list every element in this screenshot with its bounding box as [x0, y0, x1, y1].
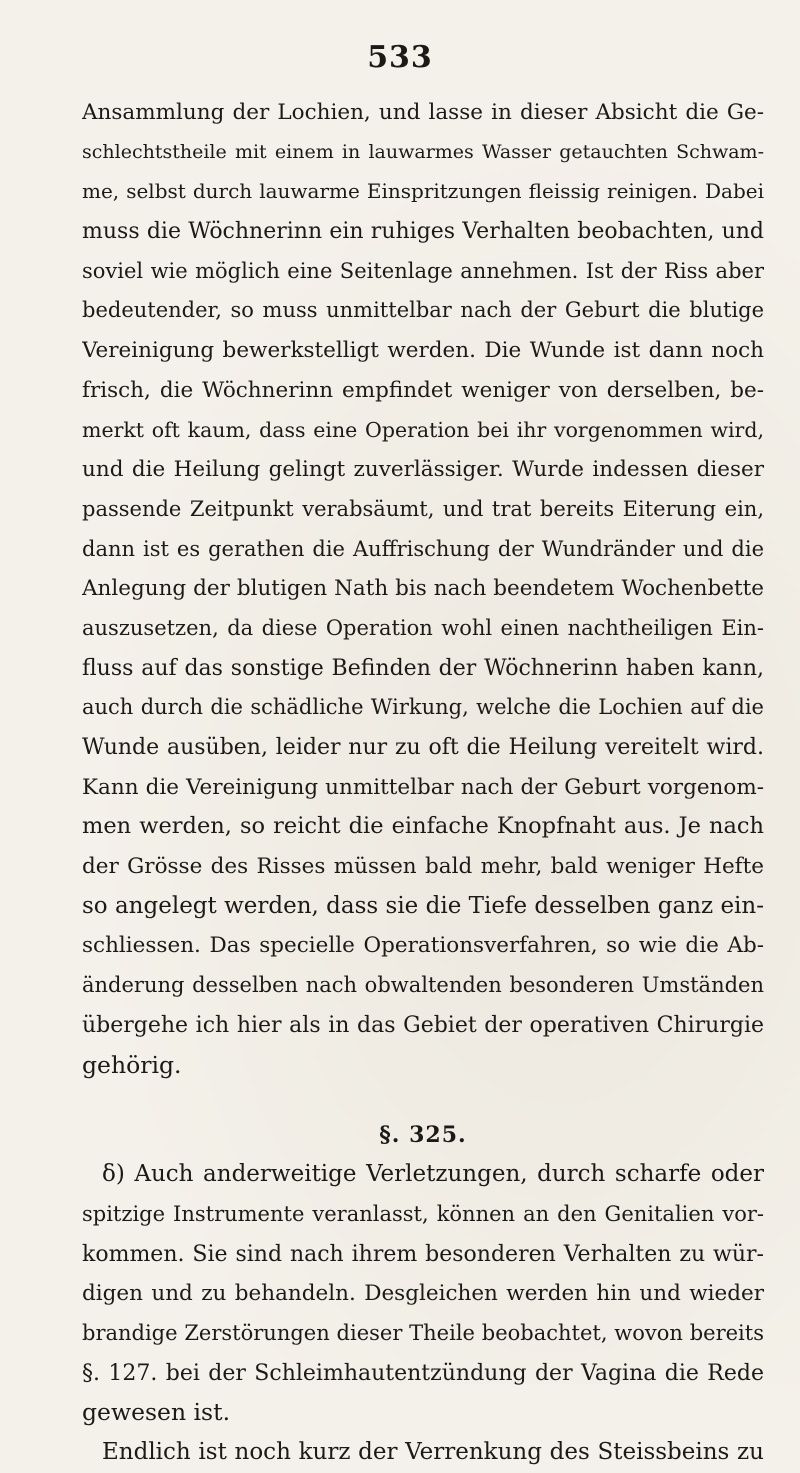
text-line: so angelegt werden, dass sie die Tiefe desselben ganz ein- [82, 892, 764, 919]
body-text [82, 93, 764, 1473]
text-line: Anlegung der blutigen Nath bis nach beendetem Wochenbette [82, 576, 764, 602]
text-line: soviel wie möglich eine Seitenlage annehmen. Ist der Riss aber [82, 258, 764, 283]
text-line: schliessen. Das specielle Operationsverfahren, so wie die Ab- [82, 933, 764, 959]
text-line: dann ist es gerathen die Auffrischung der Wundränder und die [82, 536, 764, 561]
text-line: men werden, so reicht die einfache Knopfnaht aus. Je nach [82, 813, 764, 840]
paragraph-1 [82, 93, 764, 1085]
text-line: δ) Auch anderweitige Verletzungen, durch scharfe oder [102, 1161, 764, 1188]
text-line: änderung desselben nach obwaltenden besonderen Umständen [82, 973, 764, 998]
paragraph-2 [82, 1155, 764, 1433]
text-line: fluss auf das sonstige Befinden der Wöchnerinn haben kann, [82, 655, 764, 681]
text-line: der Grösse des Risses müssen bald mehr, bald weniger Hefte [82, 854, 764, 880]
text-line: übergehe ich hier als in das Gebiet der operativen Chirurgie [82, 1012, 764, 1038]
text-line: §. 127. bei der Schleimhautentzündung der Vagina die Rede [82, 1360, 764, 1386]
section-heading: §. 325. [379, 1122, 467, 1149]
text-line: Vereinigung bewerkstelligt werden. Die Wunde ist dann noch [82, 338, 764, 364]
paragraph-3 [82, 1433, 764, 1473]
text-line: gehörig. [82, 1050, 182, 1079]
text-line: auszusetzen, da diese Operation wohl einen nachtheiligen Ein- [82, 615, 764, 640]
text-line: Kann die Vereinigung unmittelbar nach der Geburt vorgenom- [82, 774, 764, 800]
text-line: auch durch die schädliche Wirkung, welche die Lochien auf die [82, 695, 764, 720]
text-line: merkt oft kaum, dass eine Operation bei ihr vorgenommen wird, [82, 417, 764, 442]
text-line: Wunde ausüben, leider nur zu oft die Heilung vereitelt wird. [82, 735, 764, 760]
text-line: Ansammlung der Lochien, und lasse in dieser Absicht die Ge- [82, 100, 764, 125]
text-line: und die Heilung gelingt zuverlässiger. Wurde indessen dieser [82, 457, 764, 483]
text-line: spitzige Instrumente veranlasst, können an den Genitalien vor- [82, 1201, 764, 1226]
text-line: me, selbst durch lauwarme Einspritzungen fleissig reinigen. Dabei [82, 179, 764, 204]
text-line: Endlich ist noch kurz der Verrenkung des Steissbeins zu [102, 1439, 764, 1465]
text-line: frisch, die Wöchnerinn empfindet weniger von derselben, be- [82, 377, 764, 403]
text-line: schlechtstheile mit einem in lauwarmes Wasser getauchten Schwam- [82, 140, 764, 163]
text-line: gewesen ist. [82, 1398, 231, 1427]
text-line: passende Zeitpunkt verabsäumt, und trat bereits Eiterung ein, [82, 496, 764, 521]
text-line: kommen. Sie sind nach ihrem besonderen Verhalten zu wür- [82, 1241, 764, 1267]
page-number: 533 [367, 40, 433, 75]
text-line: digen und zu behandeln. Desgleichen werden hin und wieder [82, 1281, 764, 1307]
text-line: bedeutender, so muss unmittelbar nach der Geburt die blutige [82, 298, 764, 323]
text-line: brandige Zerstörungen dieser Theile beobachtet, wovon bereits [82, 1320, 764, 1345]
text-line: muss die Wöchnerinn ein ruhiges Verhalten beobachten, und [82, 219, 764, 245]
